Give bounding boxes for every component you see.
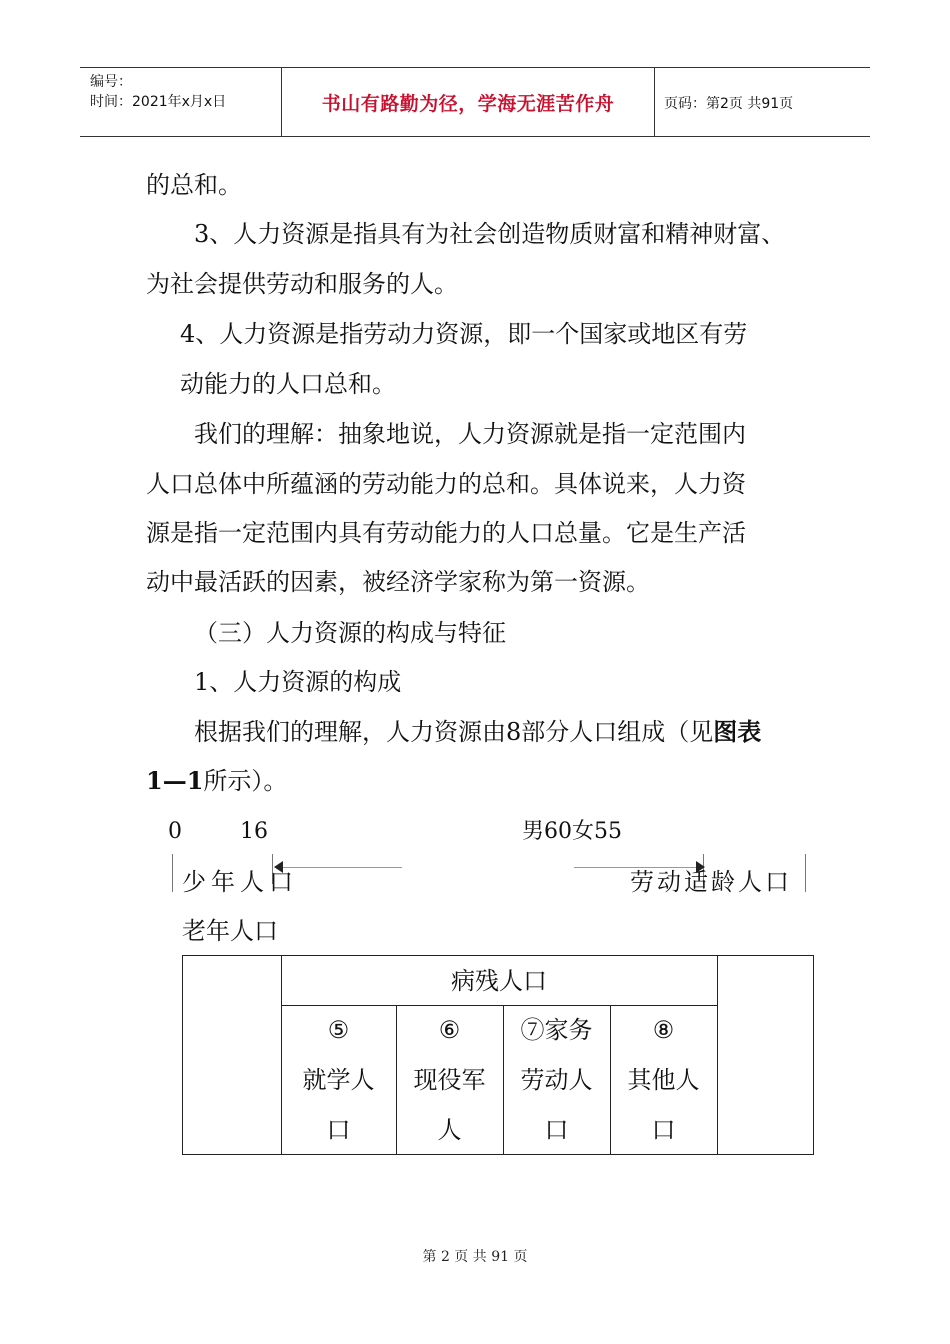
- table-cell: [610, 1005, 717, 1155]
- paragraph-text: 根据我们的理解，人力资源由8部分人口组成（见: [194, 718, 714, 746]
- cell-text: 口: [544, 1116, 569, 1144]
- paragraph-line: 的总和。: [146, 171, 242, 199]
- paragraph-line: [194, 717, 761, 747]
- cell-text: 口: [326, 1116, 351, 1144]
- paragraph-line: 动能力的人口总和。: [180, 370, 396, 398]
- cell-number: ⑥: [438, 1016, 461, 1044]
- figure-ref: 图表: [713, 717, 762, 746]
- age-label-16: 16: [240, 819, 268, 844]
- table-cell: [396, 1005, 503, 1155]
- cell-text: 口: [651, 1116, 676, 1144]
- paragraph-line: 我们的理解：抽象地说，人力资源就是指一定范围内: [194, 420, 746, 448]
- paragraph-line: 人口总体中所蕴涵的劳动能力的总和。具体说来，人力资: [146, 470, 746, 498]
- paragraph-line: 为社会提供劳动和服务的人。: [146, 270, 458, 298]
- table-cell: [503, 1005, 610, 1155]
- cell-text: 现役军: [413, 1066, 486, 1094]
- figure-ref-number: 1—1: [146, 766, 204, 795]
- paragraph-line: 4、人力资源是指劳动力资源，即一个国家或地区有劳: [180, 320, 748, 348]
- disabled-population-header: 病残人口: [451, 967, 547, 995]
- age-label-retire: 男60女55: [522, 819, 622, 844]
- header-number: 编号：: [90, 74, 132, 90]
- table-cell: [281, 1005, 396, 1155]
- cell-text: 就学人: [302, 1066, 375, 1094]
- paragraph-line: 源是指一定范围内具有劳动能力的人口总量。它是生产活: [146, 519, 746, 547]
- elderly-population-label: 老年人口: [182, 917, 278, 945]
- page-footer: 第 2 页 共 91 页: [422, 1249, 528, 1265]
- paragraph-text: 所示）。: [203, 767, 288, 795]
- table-divider: [717, 956, 718, 1154]
- section-heading: （三）人力资源的构成与特征: [194, 619, 506, 647]
- population-composition-table: [182, 955, 814, 1155]
- working-age-label: 劳动适龄人口: [630, 868, 792, 896]
- cell-number: ⑤: [327, 1016, 350, 1044]
- axis-tick: [172, 854, 173, 892]
- paragraph-line: 动中最活跃的因素，被经济学家称为第一资源。: [146, 568, 650, 596]
- cell-number: ⑧: [652, 1016, 675, 1044]
- age-label-0: 0: [168, 819, 182, 844]
- axis-tick: [805, 854, 806, 892]
- page-header: [80, 67, 870, 137]
- header-time: 时间：2021年x月x日: [90, 94, 227, 110]
- cell-text: 人: [437, 1116, 462, 1144]
- header-meta: [90, 72, 226, 112]
- header-divider: [654, 68, 655, 136]
- cell-number: ⑦家务: [520, 1016, 593, 1044]
- subsection-heading: 1、人力资源的构成: [194, 668, 402, 696]
- cell-text: 劳动人: [520, 1066, 593, 1094]
- header-motto: 书山有路勤为径，学海无涯苦作舟: [321, 93, 615, 115]
- header-page-info: 页码：第2页 共91页: [664, 96, 794, 112]
- youth-population-label: 少年人口: [182, 868, 298, 896]
- paragraph-line: [146, 766, 287, 796]
- paragraph-line: 3、人力资源是指具有为社会创造物质财富和精神财富、: [194, 220, 786, 248]
- cell-text: 其他人: [627, 1066, 700, 1094]
